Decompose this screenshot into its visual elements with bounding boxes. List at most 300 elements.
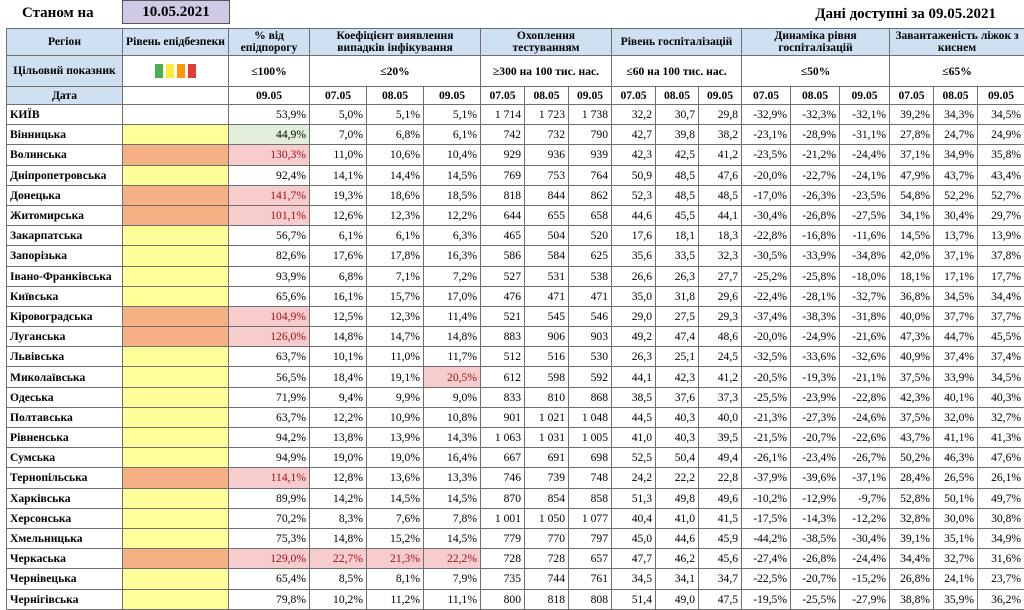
dyn-cell: -32,6% [840, 347, 890, 367]
dyn-cell: -17,0% [742, 185, 791, 205]
hosp-cell: 17,6 [612, 226, 656, 246]
coef-cell: 10,6% [367, 145, 424, 165]
pct-cell: 130,3% [229, 145, 310, 165]
dyn-cell: -20,7% [791, 428, 840, 448]
coef-cell: 14,8% [424, 327, 481, 347]
date-cell: 08.05 [525, 87, 569, 105]
hosp-cell: 45,6 [699, 549, 742, 569]
tests-cell: 844 [525, 185, 569, 205]
coef-cell: 8,1% [367, 569, 424, 589]
tests-cell: 761 [569, 569, 612, 589]
hosp-cell: 48,5 [699, 185, 742, 205]
table-row[interactable] [7, 589, 1024, 609]
hosp-cell: 45,9 [699, 528, 742, 548]
hosp-cell: 35,0 [612, 286, 656, 306]
date-cell: 07.05 [310, 87, 367, 105]
oxy-cell: 34,5% [978, 367, 1024, 387]
date-cell: 07.05 [890, 87, 934, 105]
pct-cell: 82,6% [229, 246, 310, 266]
coef-cell: 20,5% [424, 367, 481, 387]
date-cell: 09.05 [699, 87, 742, 105]
oxy-cell: 34,9% [934, 145, 978, 165]
oxy-cell: 34,5% [934, 286, 978, 306]
dyn-cell: -33,6% [791, 347, 840, 367]
target-pct: ≤100% [229, 56, 310, 87]
oxy-cell: 34,4% [890, 549, 934, 569]
tests-cell: 833 [481, 387, 525, 407]
level-cell [123, 145, 229, 165]
tests-cell: 744 [525, 569, 569, 589]
dyn-cell: -10,2% [742, 488, 791, 508]
coef-cell: 6,1% [310, 226, 367, 246]
coef-cell: 12,3% [367, 306, 424, 326]
level-cell [123, 468, 229, 488]
tests-cell: 546 [569, 306, 612, 326]
date-cell: 07.05 [612, 87, 656, 105]
region-name: Київська [7, 286, 123, 306]
oxy-cell: 27,8% [890, 125, 934, 145]
tests-cell: 521 [481, 306, 525, 326]
region-name: Чернігівська [7, 589, 123, 609]
hosp-cell: 25,1 [656, 347, 699, 367]
hosp-cell: 30,7 [656, 105, 699, 125]
dyn-cell: -15,2% [840, 569, 890, 589]
oxy-cell: 39,2% [890, 105, 934, 125]
level-cell [123, 327, 229, 347]
tests-cell: 883 [481, 327, 525, 347]
hosp-cell: 42,3 [656, 367, 699, 387]
level-cell [123, 367, 229, 387]
oxy-cell: 30,4% [934, 205, 978, 225]
dyn-cell: -37,1% [840, 468, 890, 488]
oxy-cell: 41,3% [978, 428, 1024, 448]
oxy-cell: 32,7% [934, 549, 978, 569]
tests-cell: 790 [569, 125, 612, 145]
oxy-cell: 24,7% [934, 125, 978, 145]
coef-cell: 8,3% [310, 508, 367, 528]
pct-cell: 104,9% [229, 306, 310, 326]
coef-cell: 21,3% [367, 549, 424, 569]
dyn-cell: -23,5% [840, 185, 890, 205]
dyn-cell: -25,8% [791, 266, 840, 286]
dyn-cell: -31,1% [840, 125, 890, 145]
tests-cell: 1 048 [569, 407, 612, 427]
oxy-cell: 30,0% [934, 508, 978, 528]
tests-cell: 1 714 [481, 105, 525, 125]
region-name: Луганська [7, 327, 123, 347]
hosp-cell: 42,3 [612, 145, 656, 165]
table-row[interactable] [7, 468, 1024, 488]
dyn-cell: -25,5% [742, 387, 791, 407]
tests-cell: 520 [569, 226, 612, 246]
oxy-cell: 37,8% [978, 246, 1024, 266]
tests-cell: 742 [481, 125, 525, 145]
tests-cell: 1 738 [569, 105, 612, 125]
region-name: КИЇВ [7, 105, 123, 125]
pct-cell: 71,9% [229, 387, 310, 407]
tests-cell: 531 [525, 266, 569, 286]
dyn-cell: -30,5% [742, 246, 791, 266]
table-row[interactable] [7, 569, 1024, 589]
tests-cell: 658 [569, 205, 612, 225]
coef-cell: 9,9% [367, 387, 424, 407]
oxy-cell: 43,7% [934, 165, 978, 185]
hosp-cell: 37,3 [699, 387, 742, 407]
table-row[interactable] [7, 246, 1024, 266]
coef-cell: 11,1% [424, 589, 481, 609]
coef-cell: 12,2% [424, 205, 481, 225]
dyn-cell: -20,0% [742, 327, 791, 347]
dyn-cell: -21,2% [791, 145, 840, 165]
data-available-label: Дані доступні за 09.05.2021 [815, 6, 996, 23]
pct-cell: 79,8% [229, 589, 310, 609]
pct-cell: 56,7% [229, 226, 310, 246]
dyn-cell: -20,0% [742, 165, 791, 185]
tests-cell: 903 [569, 327, 612, 347]
pct-cell: 101,1% [229, 205, 310, 225]
dyn-cell: -28,9% [791, 125, 840, 145]
dyn-cell: -25,5% [791, 589, 840, 609]
pct-cell: 70,2% [229, 508, 310, 528]
level-cell [123, 407, 229, 427]
target-coef: ≤20% [310, 56, 481, 87]
coef-cell: 7,8% [424, 508, 481, 528]
coef-cell: 16,4% [424, 448, 481, 468]
region-name: Закарпатська [7, 226, 123, 246]
tests-cell: 862 [569, 185, 612, 205]
region-name: Донецька [7, 185, 123, 205]
oxy-cell: 33,9% [934, 367, 978, 387]
coef-cell: 14,5% [424, 528, 481, 548]
coef-cell: 14,5% [424, 165, 481, 185]
oxy-cell: 43,4% [978, 165, 1024, 185]
hosp-cell: 33,5 [656, 246, 699, 266]
hosp-cell: 42,5 [656, 145, 699, 165]
tests-cell: 854 [525, 488, 569, 508]
level-cell [123, 569, 229, 589]
header-row [7, 29, 1024, 56]
tests-cell: 471 [525, 286, 569, 306]
dyn-cell: -22,6% [840, 428, 890, 448]
coef-cell: 5,0% [310, 105, 367, 125]
coef-cell: 17,8% [367, 246, 424, 266]
date-cell: 08.05 [934, 87, 978, 105]
coef-cell: 8,5% [310, 569, 367, 589]
oxy-cell: 35,8% [978, 145, 1024, 165]
oxy-cell: 32,7% [978, 407, 1024, 427]
coef-cell: 14,7% [367, 327, 424, 347]
coef-cell: 14,2% [310, 488, 367, 508]
oxy-cell: 17,7% [978, 266, 1024, 286]
table-row[interactable] [7, 367, 1024, 387]
coef-cell: 5,1% [424, 105, 481, 125]
coef-cell: 11,0% [367, 347, 424, 367]
oxy-cell: 32,8% [890, 508, 934, 528]
oxy-cell: 43,7% [890, 428, 934, 448]
oxy-cell: 31,6% [978, 549, 1024, 569]
status-date-value[interactable]: 10.05.2021 [122, 0, 230, 24]
oxy-cell: 37,5% [890, 407, 934, 427]
level-cell [123, 549, 229, 569]
oxy-cell: 32,0% [934, 407, 978, 427]
dyn-cell: -26,1% [742, 448, 791, 468]
table-row[interactable] [7, 488, 1024, 508]
pct-cell: 89,9% [229, 488, 310, 508]
tests-cell: 810 [525, 387, 569, 407]
pct-cell: 94,9% [229, 448, 310, 468]
coef-cell: 13,3% [424, 468, 481, 488]
dyn-cell: -24,1% [840, 165, 890, 185]
col-hosp: Рівень госпіталізацій [612, 29, 742, 56]
table-row[interactable] [7, 508, 1024, 528]
hosp-cell: 51,4 [612, 589, 656, 609]
table-row[interactable] [7, 407, 1024, 427]
region-name: Івано-Франківська [7, 266, 123, 286]
tests-cell: 770 [525, 528, 569, 548]
dyn-cell: -33,9% [791, 246, 840, 266]
hosp-cell: 29,6 [699, 286, 742, 306]
oxy-cell: 37,7% [978, 306, 1024, 326]
coef-cell: 22,2% [424, 549, 481, 569]
level-legend [123, 56, 229, 87]
col-dyn: Динаміка рівня госпіталізацій [742, 29, 890, 56]
legend-swatch [188, 64, 196, 78]
region-name: Волинська [7, 145, 123, 165]
tests-cell: 764 [569, 165, 612, 185]
hosp-cell: 39,8 [656, 125, 699, 145]
tests-cell: 471 [569, 286, 612, 306]
coef-cell: 6,1% [367, 226, 424, 246]
oxy-cell: 52,8% [890, 488, 934, 508]
pct-cell: 65,6% [229, 286, 310, 306]
dyn-cell: -23,1% [742, 125, 791, 145]
table-row[interactable] [7, 549, 1024, 569]
table-row[interactable] [7, 125, 1024, 145]
oxy-cell: 54,8% [890, 185, 934, 205]
dyn-cell: -20,5% [742, 367, 791, 387]
table-row[interactable] [7, 185, 1024, 205]
table-row[interactable] [7, 387, 1024, 407]
dyn-cell: -26,8% [791, 549, 840, 569]
hosp-cell: 39,5 [699, 428, 742, 448]
coef-cell: 5,1% [367, 105, 424, 125]
dyn-cell: -23,9% [791, 387, 840, 407]
oxy-cell: 37,4% [934, 347, 978, 367]
col-pct: % від епідпорогу [229, 29, 310, 56]
region-name: Полтавська [7, 407, 123, 427]
tests-cell: 728 [525, 549, 569, 569]
col-tests: Охоплення тестуванням [481, 29, 612, 56]
hosp-cell: 44,6 [612, 205, 656, 225]
region-name: Херсонська [7, 508, 123, 528]
tests-cell: 644 [481, 205, 525, 225]
legend-swatch [177, 64, 185, 78]
table-row[interactable] [7, 105, 1024, 125]
oxy-cell: 52,7% [978, 185, 1024, 205]
table-row[interactable] [7, 428, 1024, 448]
hosp-cell: 42,7 [612, 125, 656, 145]
dyn-cell: -22,7% [791, 165, 840, 185]
hosp-cell: 40,4 [612, 508, 656, 528]
level-cell [123, 488, 229, 508]
oxy-cell: 52,2% [934, 185, 978, 205]
dyn-cell: -24,4% [840, 549, 890, 569]
oxy-cell: 28,4% [890, 468, 934, 488]
dyn-cell: -22,4% [742, 286, 791, 306]
level-cell [123, 508, 229, 528]
dyn-cell: -21,6% [840, 327, 890, 347]
dyn-cell: -26,8% [791, 205, 840, 225]
level-cell [123, 205, 229, 225]
hosp-cell: 47,6 [699, 165, 742, 185]
date-cell: 09.05 [569, 87, 612, 105]
tests-cell: 545 [525, 306, 569, 326]
dyn-cell: -24,6% [840, 407, 890, 427]
oxy-cell: 35,9% [934, 589, 978, 609]
table-row[interactable] [7, 347, 1024, 367]
dyn-cell: -27,3% [791, 407, 840, 427]
oxy-cell: 17,1% [934, 266, 978, 286]
oxy-cell: 40,0% [890, 306, 934, 326]
tests-cell: 1 077 [569, 508, 612, 528]
table-row[interactable] [7, 448, 1024, 468]
coef-cell: 10,4% [424, 145, 481, 165]
tests-cell: 728 [481, 549, 525, 569]
oxy-cell: 44,7% [934, 327, 978, 347]
hosp-cell: 51,3 [612, 488, 656, 508]
hosp-cell: 34,5 [612, 569, 656, 589]
oxy-cell: 34,4% [978, 286, 1024, 306]
region-name: Рівненська [7, 428, 123, 448]
hosp-cell: 24,5 [699, 347, 742, 367]
coef-cell: 7,2% [424, 266, 481, 286]
tests-cell: 476 [481, 286, 525, 306]
table-row[interactable] [7, 165, 1024, 185]
hosp-cell: 49,2 [612, 327, 656, 347]
oxy-cell: 13,7% [934, 226, 978, 246]
hosp-cell: 41,2 [699, 145, 742, 165]
oxy-cell: 24,9% [978, 125, 1024, 145]
coef-cell: 11,2% [367, 589, 424, 609]
dyn-cell: -21,3% [742, 407, 791, 427]
table-row[interactable] [7, 145, 1024, 165]
table-row[interactable] [7, 226, 1024, 246]
col-coef: Коефіцієнт виявлення випадків інфікування [310, 29, 481, 56]
oxy-cell: 40,3% [978, 387, 1024, 407]
table-row[interactable] [7, 286, 1024, 306]
table-row[interactable] [7, 528, 1024, 548]
tests-cell: 732 [525, 125, 569, 145]
tests-cell: 516 [525, 347, 569, 367]
pct-cell: 114,1% [229, 468, 310, 488]
tests-cell: 584 [525, 246, 569, 266]
tests-cell: 655 [525, 205, 569, 225]
date-cell: 07.05 [481, 87, 525, 105]
oxy-cell: 49,7% [978, 488, 1024, 508]
level-cell [123, 448, 229, 468]
tests-cell: 929 [481, 145, 525, 165]
hosp-cell: 48,5 [656, 185, 699, 205]
oxy-cell: 37,4% [978, 347, 1024, 367]
dyn-cell: -32,9% [742, 105, 791, 125]
dates-row [7, 87, 1024, 105]
dyn-cell: -16,8% [791, 226, 840, 246]
date-cell: 09.05 [424, 87, 481, 105]
coef-cell: 14,5% [367, 488, 424, 508]
dyn-cell: -12,9% [791, 488, 840, 508]
tests-cell: 538 [569, 266, 612, 286]
table-row[interactable] [7, 306, 1024, 326]
tests-cell: 808 [569, 589, 612, 609]
status-date-label: Станом на [22, 5, 94, 22]
dyn-cell: -37,4% [742, 306, 791, 326]
dyn-cell: -27,4% [742, 549, 791, 569]
level-cell [123, 226, 229, 246]
coef-cell: 6,3% [424, 226, 481, 246]
hosp-cell: 44,6 [656, 528, 699, 548]
hosp-cell: 41,5 [699, 508, 742, 528]
region-name: Кіровоградська [7, 306, 123, 326]
table-row[interactable] [7, 266, 1024, 286]
coef-cell: 14,4% [367, 165, 424, 185]
hosp-cell: 22,8 [699, 468, 742, 488]
coef-cell: 19,3% [310, 185, 367, 205]
tests-cell: 691 [525, 448, 569, 468]
coef-cell: 19,0% [310, 448, 367, 468]
hosp-cell: 52,3 [612, 185, 656, 205]
oxy-cell: 26,1% [978, 468, 1024, 488]
hosp-cell: 40,3 [656, 428, 699, 448]
coef-cell: 12,6% [310, 205, 367, 225]
dyn-cell: -12,2% [840, 508, 890, 528]
dyn-cell: -25,2% [742, 266, 791, 286]
oxy-cell: 47,6% [978, 448, 1024, 468]
hosp-cell: 47,7 [612, 549, 656, 569]
hosp-cell: 41,0 [612, 428, 656, 448]
region-name: Житомирська [7, 205, 123, 225]
table-row[interactable] [7, 327, 1024, 347]
coef-cell: 7,1% [367, 266, 424, 286]
tests-cell: 936 [525, 145, 569, 165]
hosp-cell: 18,3 [699, 226, 742, 246]
table-row[interactable] [7, 205, 1024, 225]
date-cell: 08.05 [791, 87, 840, 105]
level-cell [123, 286, 229, 306]
tests-cell: 870 [481, 488, 525, 508]
hosp-cell: 32,2 [612, 105, 656, 125]
pct-cell: 93,9% [229, 266, 310, 286]
coef-cell: 14,8% [310, 327, 367, 347]
oxy-cell: 42,0% [890, 246, 934, 266]
dyn-cell: -24,4% [840, 145, 890, 165]
coef-cell: 13,9% [367, 428, 424, 448]
dyn-cell: -31,8% [840, 306, 890, 326]
dyn-cell: -22,8% [840, 387, 890, 407]
hosp-cell: 27,7 [699, 266, 742, 286]
level-cell [123, 165, 229, 185]
tests-cell: 769 [481, 165, 525, 185]
tests-cell: 779 [481, 528, 525, 548]
hosp-cell: 46,2 [656, 549, 699, 569]
region-name: Львівська [7, 347, 123, 367]
hosp-cell: 26,3 [612, 347, 656, 367]
oxy-cell: 14,5% [890, 226, 934, 246]
oxy-cell: 50,2% [890, 448, 934, 468]
dyn-cell: -19,5% [742, 589, 791, 609]
pct-cell: 92,4% [229, 165, 310, 185]
tests-cell: 1 021 [525, 407, 569, 427]
hosp-cell: 38,2 [699, 125, 742, 145]
